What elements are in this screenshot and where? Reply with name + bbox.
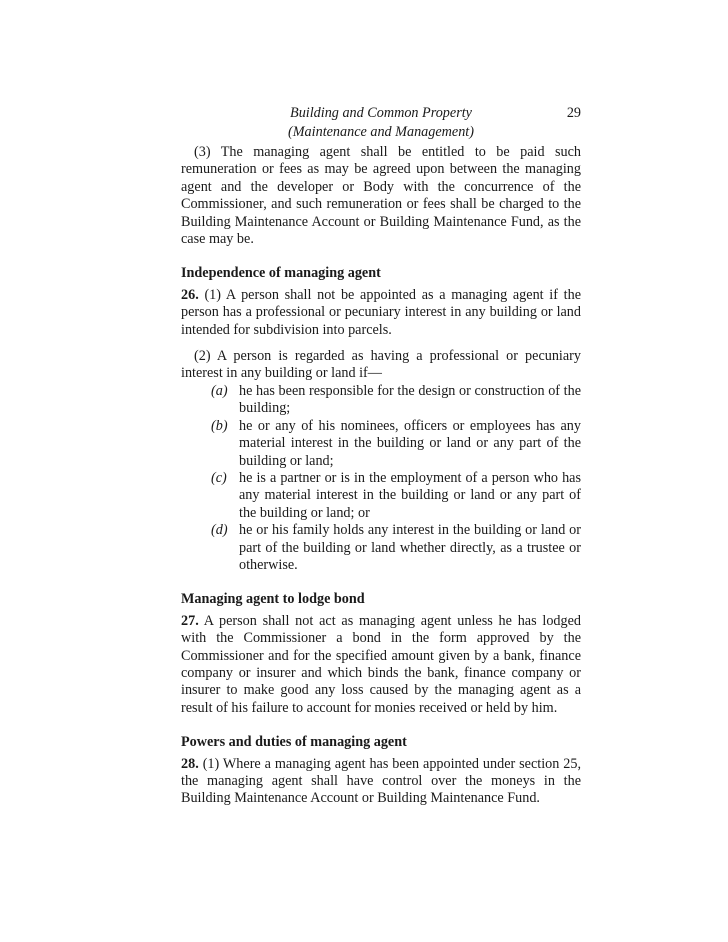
- item-text: he or his family holds any interest in the building or land or part of the building or land whether directly, as a trustee or otherwise.: [239, 522, 581, 573]
- list-item: [211, 383, 581, 418]
- section-28-number: 28.: [181, 755, 199, 772]
- item-label: (c): [211, 469, 227, 486]
- section-26-sub1-text: (1) A person shall not be appointed as a managing agent if the person has a professional or pecuniary interest in any building or land intended for subdivision into parcels.: [181, 286, 582, 338]
- section-28-text: (1) Where a managing agent has been appointed under section 25, the managing agent shall have control over the moneys in the Building Maintenance Account or Building Maintenance Fund.: [181, 755, 582, 807]
- list-item: [211, 522, 581, 574]
- section-26-subsection-1: [181, 287, 581, 339]
- list-item: [211, 470, 581, 522]
- item-text: he is a partner or is in the employment of a person who has any material interest in the building or land or any part of the building or land; or: [239, 469, 581, 521]
- page-number: 29: [566, 105, 581, 121]
- section-27-text: A person shall not act as managing agent unless he has lodged with the Commissioner a bond in the form approved by the Commissioner and for the specified amount given by a bank, finance company or insurer and which binds the bank, finance company or insurer to make good any loss caused by the managing agent as a result of his failure to account for monies received or held by him.: [181, 612, 582, 716]
- paragraph-25-3: (3) The managing agent shall be entitled to be paid such remuneration or fees as may be agreed upon between the managing agent and the developer or Body with the concurrence of the Commissioner, and such remuneration or fees shall be charged to the Building Maintenance Account or Building Maintenance Fund, as the case may be.: [181, 144, 581, 248]
- item-label: (a): [211, 382, 228, 399]
- section-27-heading: Managing agent to lodge bond: [181, 591, 365, 608]
- section-28-heading: Powers and duties of managing agent: [181, 734, 407, 751]
- item-label: (b): [211, 417, 228, 434]
- item-label: (d): [211, 522, 228, 539]
- list-item: [211, 418, 581, 470]
- section-26-subsection-2: (2) A person is regarded as having a professional or pecuniary interest in any building or land if—: [181, 348, 581, 382]
- header-title-line2: (Maintenance and Management): [288, 124, 474, 140]
- page-content: [181, 104, 581, 808]
- item-text: he or any of his nominees, officers or employees has any material interest in the building or land or any part of the building or land;: [239, 417, 581, 469]
- header-title-line1: Building and Common Property: [290, 105, 472, 121]
- item-text: he has been responsible for the design or construction of the building;: [239, 382, 581, 417]
- section-27-body: [181, 613, 581, 717]
- running-header: [181, 104, 581, 144]
- section-26-number: 26.: [181, 286, 199, 303]
- section-28-body: [181, 756, 581, 808]
- section-26-heading: Independence of managing agent: [181, 265, 381, 282]
- section-27-number: 27.: [181, 612, 199, 629]
